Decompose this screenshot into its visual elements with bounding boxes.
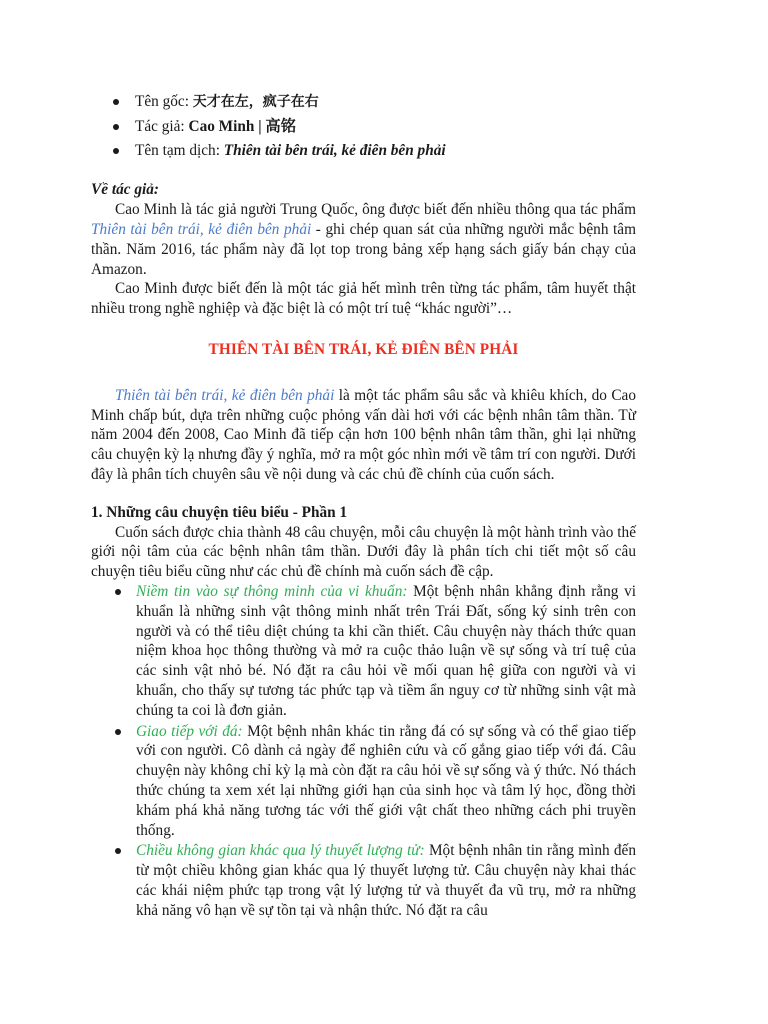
story-title: Giao tiếp với đá: (136, 722, 243, 740)
bullet-icon (115, 589, 121, 595)
list-item (91, 117, 636, 137)
info-label: Tên tạm dịch: (135, 141, 224, 159)
list-item (91, 841, 636, 920)
story-title: Niềm tin vào sự thông minh của vi khuẩn: (136, 582, 408, 600)
book-title-reference: Thiên tài bên trái, kẻ điên bên phải (115, 386, 335, 404)
story-text: Một bệnh nhân khẳng định rằng vi khuẩn là những sinh vật thông minh nhất trên Trái Đất, sống ký sinh trên con người và có thể tiêu diệt chúng ta khi cần thiết. Câu chuyện này thách thức quan niệm khoa học thông thường và mở ra cuộc thảo luận về sự sống và trí tuệ của các sinh vật nhỏ bé. Nó đặt ra câu hỏi về mối quan hệ giữa con người và vi khuẩn, cho thấy sự tương tác phức tạp và tiềm ẩn nguy cơ từ những sinh vật mà chúng ta coi là đơn giản. (136, 582, 636, 719)
author-name: Cao Minh | 高铭 (188, 117, 296, 135)
bullet-icon (113, 99, 119, 105)
paragraph-text: là một tác phẩm sâu sắc và khiêu khích, do Cao Minh chấp bút, dựa trên những cuộc phỏng vấn dài hơi với các bệnh nhân tâm thần. Từ năm 2004 đến 2008, Cao Minh đã tiếp cận hơn 100 bệnh nhân tâm thần, ghi lại những câu chuyện kỳ lạ nhưng đầy ý nghĩa, mở ra một góc nhìn mới về tâm trí con người. Dưới đây là phân tích chuyên sâu về nội dung và các chủ đề chính của cuốn sách. (91, 386, 636, 483)
bullet-icon (115, 848, 121, 854)
section-intro-paragraph: Cuốn sách được chia thành 48 câu chuyện, mỗi câu chuyện là một hành trình vào thế giới nội tâm của các bệnh nhân tâm thần. Dưới đây là phân tích chi tiết một số câu chuyện tiêu biểu cũng như các chủ đề chính mà cuốn sách đề cập. (91, 523, 636, 581)
intro-paragraph (91, 386, 636, 485)
story-title: Chiều không gian khác qua lý thuyết lượng tử: (136, 842, 425, 860)
document-title: THIÊN TÀI BÊN TRÁI, KẺ ĐIÊN BÊN PHẢI (208, 340, 519, 358)
book-title-reference: Thiên tài bên trái, kẻ điên bên phải (91, 220, 312, 238)
list-item (91, 141, 636, 161)
info-label: Tên gốc: (135, 93, 193, 110)
paragraph-text: - ghi chép quan sát của những người mắc bệnh tâm thần. Năm 2016, tác phẩm này đã lọt top trong bảng xếp hạng sách giấy bán chạy của Amazon. (91, 220, 636, 278)
section-heading: 1. Những câu chuyện tiêu biểu - Phần 1 (91, 503, 348, 521)
list-item (91, 92, 636, 113)
original-title: 天才在左，疯子在右 (192, 94, 319, 110)
story-text: Một bệnh nhân khác tin rằng đá có sự sống và có thể giao tiếp với con người. Cô dành cả ngày để nghiên cứu và cố gắng giao tiếp với đá. Câu chuyện này không chỉ kỳ lạ mà còn đặt ra câu hỏi về sự sống và ý thức. Nó thách thức chúng ta xem xét lại những giới hạn của sinh học và tâm lý học, đồng thời khám phá khả năng tương tác với thế giới vật chất theo những cách phi truyền thống. (136, 722, 636, 839)
info-label: Tác giả: (135, 117, 189, 135)
list-item (91, 582, 636, 721)
bullet-icon (115, 729, 121, 735)
book-info-list (91, 92, 636, 160)
story-text: Một bệnh nhân tin rằng mình đến từ một chiều không gian khác qua lý thuyết lượng tử. Câu chuyện này khai thác các khái niệm phức tạp trong vật lý lượng tử và thuyết đa vũ trụ, mở ra những khả năng vô hạn về sự tồn tại và nhận thức. Nó đặt ra câu (136, 842, 636, 919)
translated-title: Thiên tài bên trái, kẻ điên bên phải (223, 141, 446, 159)
list-item (91, 722, 636, 841)
paragraph-text: Cao Minh là tác giả người Trung Quốc, ông được biết đến nhiều thông qua tác phẩm (115, 201, 636, 219)
bullet-icon (113, 148, 119, 154)
about-author-label: Về tác giả: (91, 181, 159, 199)
about-paragraph-1 (91, 200, 636, 279)
story-list (91, 582, 636, 921)
bullet-icon (113, 124, 119, 130)
about-paragraph-2: Cao Minh được biết đến là một tác giả hết mình trên từng tác phẩm, tâm huyết thật nhiều trong nghề nghiệp và đặc biệt là có một trí tuệ “khác người”… (91, 280, 636, 318)
